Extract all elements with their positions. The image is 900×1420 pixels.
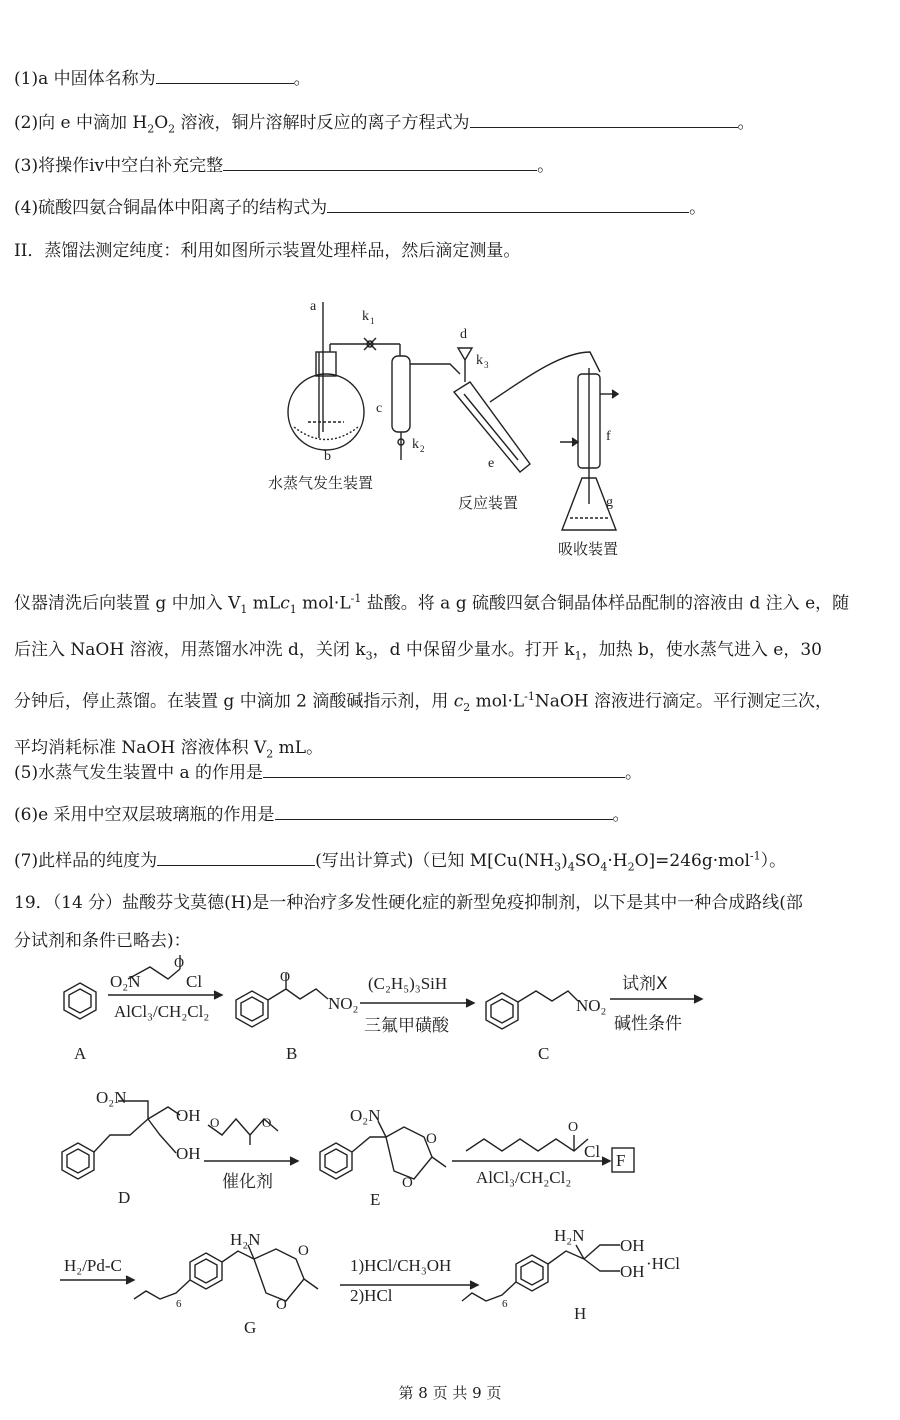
text-chain-count: 6 [176,1298,182,1310]
text-oxygen: O [426,1131,437,1147]
text-oxygen: O [174,956,185,971]
label-k1-subscript: 1 [370,316,375,326]
question-2-text: (2)向 e 中滴加 H [14,113,148,133]
procedure-italic: c [280,593,290,614]
superscript: -1 [749,849,761,863]
question-19-line-1 [14,888,803,913]
label-compound-D: D [118,1188,131,1207]
reagent-step-2-a: (C₂H₅)₃SiH [368,974,448,993]
procedure-text: 分钟后，停止蒸馏。在装置 g 中滴加 2 滴酸碱指示剂，用 [14,692,454,713]
text-hydroxyl: OH [176,1106,201,1125]
compound-A [64,983,96,1019]
question-19-text: 19．（14 分）盐酸芬戈莫德(H)是一种治疗多发性硬化症的新型免疫抑制剂，以下是其中一种合成路线(部 [14,893,803,913]
question-6-end: 。 [612,805,630,825]
question-4-text: (4)硫酸四氨合铜晶体中阳离子的结构式为 [14,198,328,218]
label-c: c [376,401,383,416]
procedure-text: 盐酸。将 a g 硫酸四氨合铜晶体样品配制的溶液由 d 注入 e，随 [361,593,850,614]
question-7-text: O]=246g·mol [634,851,750,871]
procedure-line [14,676,886,728]
label-compound-A: A [74,1044,87,1063]
superscript: -1 [524,690,535,704]
answer-blank-4[interactable] [327,196,689,213]
section-2-text: II．蒸馏法测定纯度：利用如图所示装置处理样品，然后滴定测量。 [14,241,521,261]
procedure-italic: c [453,692,464,713]
steam-generator-flask [288,302,400,450]
text-oxygen: O [568,1120,579,1135]
question-2-text: 溶液，铜片溶解时反应的离子方程式为 [175,113,470,133]
label-k2: k [412,437,419,452]
label-compound-H: H [574,1304,587,1323]
synthesis-scheme [0,955,900,1345]
procedure-text: 后注入 NaOH 溶液，用蒸馏水冲洗 d，关闭 k [14,640,366,661]
label-compound-C: C [538,1044,550,1063]
procedure-text: 仪器清洗后向装置 g 中加入 V [14,593,241,614]
label-k2-subscript: 2 [420,444,425,454]
caption-steam-generator: 水蒸气发生装置 [268,474,374,492]
section-2-heading [14,236,520,261]
text-hcl-salt: ·HCl [646,1254,680,1273]
text-o2n: O₂N [96,1088,127,1107]
question-7-text: (写出计算式)（已知 M[Cu(NH [315,851,555,871]
subscript: 4 [600,860,608,874]
label-b: b [324,449,331,464]
subscript: 1 [240,603,248,617]
subscript: 2 [147,122,155,136]
label-a: a [310,299,317,314]
reagent-step-7-a: 1)HCl/CH₃OH [350,1256,452,1275]
procedure-text: ，加热 b，使水蒸气进入 e，30 [581,640,822,661]
question-2-end: 。 [737,113,755,133]
procedure-text: NaOH 溶液进行滴定。平行测定三次， [534,692,833,713]
trap-c [392,344,460,460]
label-f: f [606,429,611,444]
reagent-step-3-b: 碱性条件 [614,1014,682,1034]
compound-E [320,1121,446,1179]
question-5-end: 。 [625,763,643,783]
text-hydroxyl: OH [620,1236,645,1255]
answer-blank-5[interactable] [263,761,625,778]
subscript: 1 [574,649,582,663]
reagent-step-5: AlCl₃/CH₂Cl₂ [476,1168,572,1187]
question-6-text: (6)e 采用中空双层玻璃瓶的作用是 [14,805,275,825]
text-h2n: H₂N [554,1226,585,1245]
reagent-step-3-a: 试剂X [622,974,668,994]
text-oxygen: O [298,1243,309,1259]
subscript: 4 [567,860,575,874]
question-7-text: ·H [607,851,628,871]
label-compound-F: F [616,1151,626,1170]
label-e: e [488,456,495,471]
procedure-text: mol·L [296,593,351,614]
text-oxygen: O [276,1297,287,1313]
question-6 [14,800,630,825]
reagent-step-6: H₂/Pd-C [64,1256,122,1275]
distillation-apparatus-diagram [260,282,660,562]
subscript: 3 [554,860,562,874]
question-3-text: (3)将操作iv中空白补充完整 [14,156,224,176]
question-7-text: SO [574,851,601,871]
question-7-text: ) [561,851,568,871]
label-k3-subscript: 3 [484,360,489,370]
label-d: d [460,327,467,342]
compound-H [462,1245,620,1301]
subscript: 2 [266,747,274,761]
compound-C [486,991,578,1029]
procedure-text: mL [247,593,281,614]
text-chlorine: Cl [584,1142,601,1161]
question-5-text: (5)水蒸气发生装置中 a 的作用是 [14,763,264,783]
question-7-text: (7)此样品的纯度为 [14,851,158,871]
question-3-end: 。 [537,156,555,176]
procedure-line [14,578,886,630]
question-5 [14,758,642,783]
text-oxygen: O [262,1115,272,1130]
caption-reaction: 反应装置 [458,494,519,512]
text-oxygen: O [280,970,291,985]
answer-blank-3[interactable] [223,154,537,171]
answer-blank-1[interactable] [156,67,294,84]
procedure-text: mol·L [470,692,525,713]
label-k3: k [476,353,483,368]
subscript: 3 [365,649,373,663]
label-compound-E: E [370,1190,381,1209]
compound-D [62,1101,180,1179]
question-19-line-2 [14,926,191,951]
text-hydroxyl: OH [620,1262,645,1281]
answer-blank-2[interactable] [470,111,738,128]
question-7-end: ）。 [760,851,787,871]
question-1-text: (1)a 中固体名称为 [14,69,156,89]
text-no2: NO₂ [328,994,359,1013]
text-o2n: O₂N [110,972,141,991]
page-footer: 第 8 页 共 9 页 [398,1384,502,1402]
compound-G [134,1245,318,1301]
superscript: -1 [350,592,362,605]
subscript: 2 [463,701,471,715]
label-compound-G: G [244,1318,257,1337]
label-compound-B: B [286,1044,298,1063]
procedure-text: mL。 [273,738,324,759]
label-k1: k [362,309,369,324]
text-hydroxyl: OH [176,1144,201,1163]
question-1 [14,64,311,89]
text-no2: NO₂ [576,996,607,1015]
text-o2n: O₂N [350,1106,381,1125]
reagent-step-1: AlCl₃/CH₂Cl₂ [114,1002,210,1021]
text-chain-count: 6 [502,1298,508,1310]
subscript: 1 [289,603,297,617]
procedure-paragraph [14,578,886,775]
question-4-end: 。 [689,198,707,218]
answer-blank-6[interactable] [275,803,613,820]
reagent-step-2-b: 三氟甲磺酸 [364,1016,449,1036]
subscript: 2 [627,860,635,874]
question-2-text: O [154,113,169,133]
procedure-text: ，d 中保留少量水。打开 k [372,640,575,661]
text-oxygen: O [402,1175,413,1191]
label-g: g [606,495,613,510]
text-chlorine: Cl [186,972,203,991]
subscript: 2 [168,122,176,136]
question-19-text: 分试剂和条件已略去)： [14,931,191,951]
reagent-step-7-b: 2)HCl [350,1286,393,1305]
question-1-end: 。 [293,69,311,89]
reagent-step-4: 催化剂 [222,1172,273,1192]
answer-blank-7[interactable] [157,849,315,866]
procedure-text: 平均消耗标准 NaOH 溶液体积 V [14,738,267,759]
text-h2n: H₂N [230,1230,261,1249]
octanoyl-chloride-reagent [466,1139,588,1151]
procedure-line [14,630,886,676]
question-4 [14,193,706,218]
caption-absorber: 吸收装置 [558,540,619,558]
question-7 [14,846,786,873]
question-2 [14,108,755,135]
question-3 [14,151,554,176]
text-oxygen: O [210,1115,220,1130]
